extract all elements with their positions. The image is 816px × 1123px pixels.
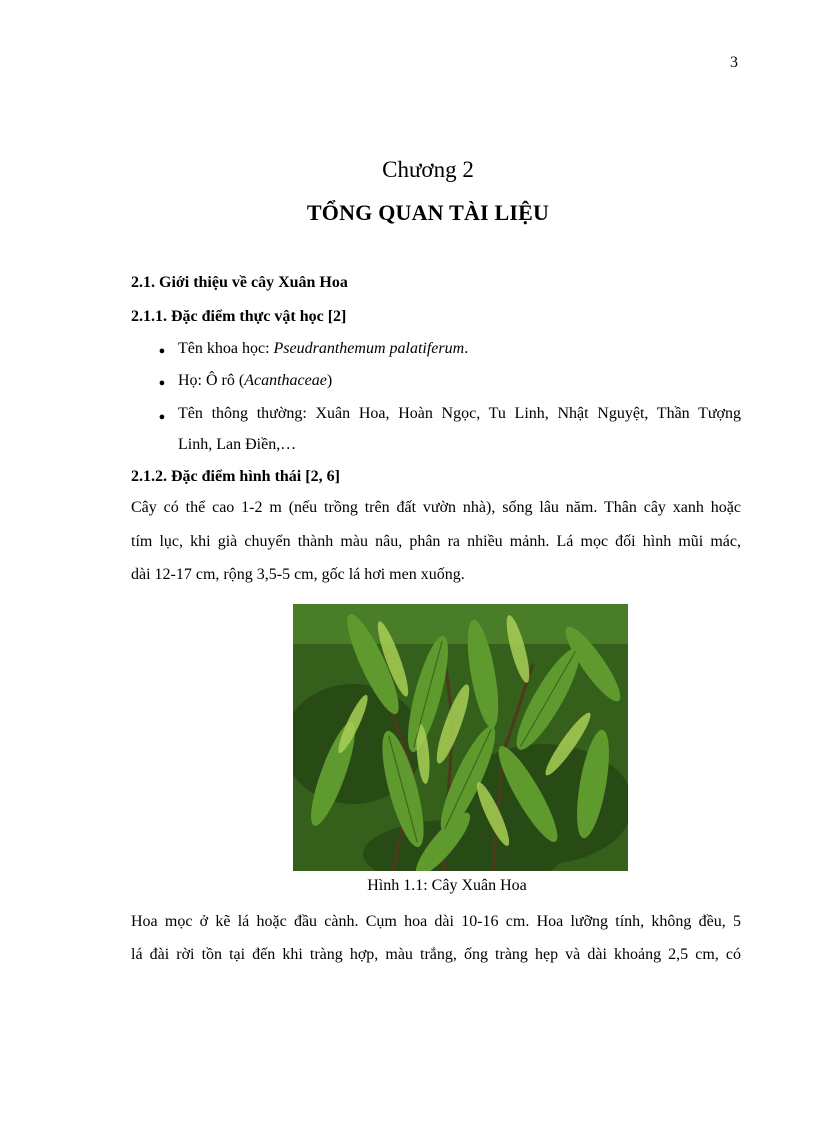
bullet-icon: ● (158, 345, 166, 357)
section-heading-2-1-1: 2.1.1. Đặc điểm thực vật học [2] (131, 308, 347, 325)
chapter-label: Chương 2 (382, 157, 474, 182)
bullet-prefix: Họ: Ô rô ( (178, 372, 245, 389)
bullet-italic: Acanthaceae (244, 372, 327, 389)
paragraph-line: Hoa mọc ở kẽ lá hoặc đầu cành. Cụm hoa dài 10-16 cm. Hoa lưỡng tính, không đều, 5 (131, 913, 741, 930)
bullet-prefix: Tên khoa học: (178, 340, 274, 357)
paragraph-line: tím lục, khi già chuyển thành màu nâu, phân ra nhiều mảnh. Lá mọc đối hình mũi mác, (131, 533, 741, 550)
bullet-suffix: ) (326, 372, 333, 389)
bullet-icon: ● (158, 411, 166, 423)
paragraph-line: Cây có thể cao 1-2 m (nếu trồng trên đất vườn nhà), sống lâu năm. Thân cây xanh hoặc (131, 499, 741, 516)
bullet-italic: Pseudranthemum palatiferum (273, 340, 465, 357)
bullet-suffix: . (464, 340, 469, 357)
chapter-title: TỔNG QUAN TÀI LIỆU (306, 200, 550, 225)
paragraph-line: dài 12-17 cm, rộng 3,5-5 cm, gốc lá hơi men xuống. (131, 566, 465, 583)
bullet-icon: ● (158, 377, 166, 389)
figure-caption: Hình 1.1: Cây Xuân Hoa (367, 877, 527, 894)
section-heading-2-1-2: 2.1.2. Đặc điểm hình thái [2, 6] (131, 468, 340, 485)
bullet-scientific-name (178, 340, 468, 358)
page-number: 3 (730, 54, 738, 71)
plant-photo (293, 604, 628, 871)
bullet-common-names-line: Tên thông thường: Xuân Hoa, Hoàn Ngọc, Tu Linh, Nhật Nguyệt, Thần Tượng (178, 405, 741, 422)
bullet-common-names-line: Linh, Lan Điền,… (178, 436, 297, 453)
paragraph-line: lá đài rời tồn tại đến khi tràng hợp, màu trắng, ống tràng hẹp và dài khoảng 2,5 cm, có (131, 946, 741, 963)
section-heading-2-1: 2.1. Giới thiệu về cây Xuân Hoa (131, 274, 348, 291)
bullet-family (178, 372, 332, 390)
